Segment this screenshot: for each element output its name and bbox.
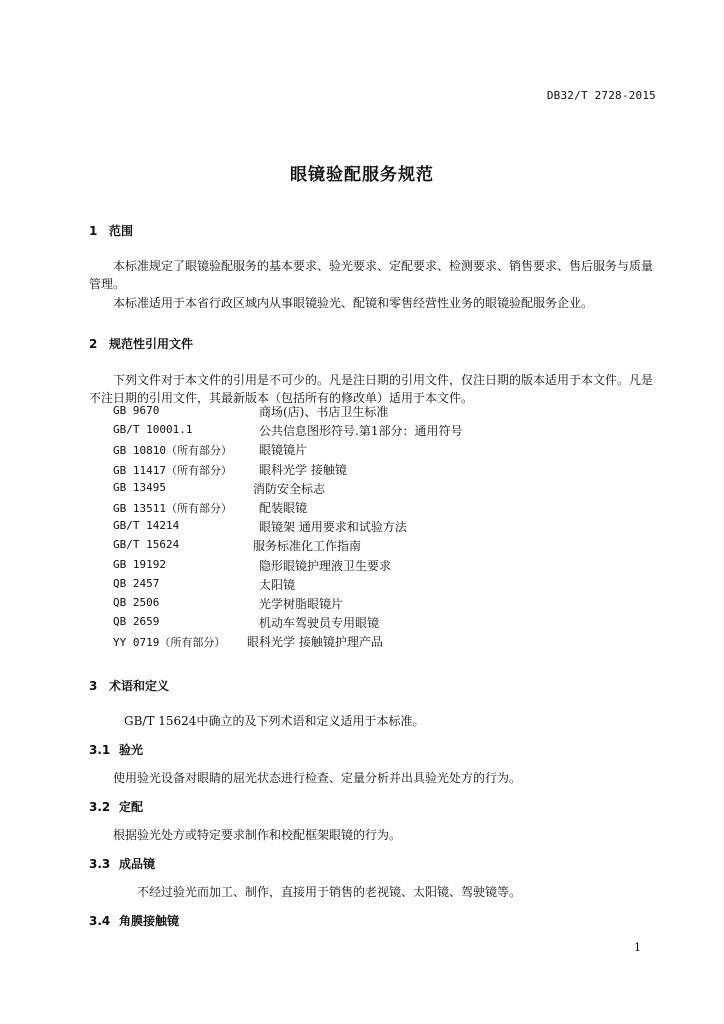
term-title: 角膜接触镜 [119, 914, 180, 928]
term-number: 3.4 [89, 914, 111, 928]
reference-title: 机动车驾驶员专用眼镜 [259, 616, 380, 631]
section-number: 2 [89, 337, 98, 351]
reference-code: GB 19192 [113, 557, 166, 571]
section-number: 3 [89, 679, 98, 693]
reference-title: 服务标准化工作指南 [253, 539, 362, 554]
term-3-4-heading [89, 912, 179, 929]
reference-code: GB/T 10001.1 [113, 423, 193, 437]
reference-code: GB 13495 [113, 480, 166, 494]
term-title: 定配 [119, 800, 144, 814]
reference-code: GB 13511（所有部分） [113, 501, 232, 515]
reference-title: 眼科光学 接触镜护理产品 [247, 635, 383, 650]
reference-title: 配装眼镜 [259, 500, 308, 515]
reference-title: 公共信息图形符号.第1部分：通用符号 [259, 424, 463, 439]
section-2-heading [89, 335, 193, 352]
term-3-1-heading [89, 741, 143, 758]
section-title: 术语和定义 [109, 679, 170, 693]
reference-title: 光学树脂眼镜片 [259, 596, 344, 611]
term-number: 3.2 [89, 800, 111, 814]
section-title: 范围 [109, 224, 134, 238]
term-3-2-definition: 根据验光处方或特定要求制作和校配框架眼镜的行为。 [113, 828, 402, 842]
reference-title: 太阳镜 [259, 577, 296, 592]
section-3-heading [89, 677, 169, 694]
reference-code: YY 0719（所有部分） [113, 636, 226, 650]
reference-title: 隐形眼镜护理液卫生要求 [259, 558, 392, 573]
section-title: 规范性引用文件 [109, 337, 194, 351]
section-number: 1 [89, 224, 98, 238]
reference-code: QB 2659 [113, 615, 160, 629]
reference-title: 眼科光学 接触镜 [259, 462, 347, 477]
term-title: 验光 [119, 743, 144, 757]
scope-paragraph-2: 本标准适用于本省行政区域内从事眼镜验光、配镜和零售经营性业务的眼镜验配服务企业。 [113, 296, 594, 310]
reference-title: 眼镜镜片 [259, 443, 308, 458]
section-1-heading [89, 222, 133, 239]
term-3-2-heading [89, 798, 143, 815]
page-number: 1 [634, 941, 641, 954]
reference-code: GB 10810（所有部分） [113, 444, 232, 458]
document-title: 眼镜验配服务规范 [290, 165, 434, 185]
reference-code: QB 2457 [113, 576, 160, 590]
term-3-3-definition: 不经过验光而加工、制作，直接用于销售的老视镜、太阳镜、驾驶镜等。 [137, 885, 522, 899]
reference-code: GB/T 14214 [113, 519, 180, 533]
standard-code: DB32/T 2728-2015 [546, 89, 656, 102]
term-3-3-heading [89, 855, 155, 872]
scope-paragraph-1: 本标准规定了眼镜验配服务的基本要求、验光要求、定配要求、检测要求、销售要求、售后服务与质量管理。 [89, 259, 654, 291]
reference-code: QB 2506 [113, 595, 160, 609]
reference-title: 商场(店)、书店卫生标准 [259, 405, 389, 419]
reference-code: GB/T 15624 [113, 538, 180, 552]
term-number: 3.3 [89, 857, 111, 871]
reference-code: GB 11417（所有部分） [113, 463, 232, 477]
term-title: 成品镜 [119, 857, 156, 871]
terms-intro: GB/T 15624中确立的及下列术语和定义适用于本标准。 [124, 714, 425, 728]
reference-title: 眼镜架 通用要求和试验方法 [259, 520, 407, 535]
references-intro: 下列文件对于本文件的引用是不可少的。凡是注日期的引用文件，仅注日期的版本适用于本文件。凡是不注日期的引用文件，其最新版本（包括所有的修改单）适用于本文件。 [89, 373, 654, 405]
term-number: 3.1 [89, 743, 111, 757]
term-3-1-definition: 使用验光设备对眼睛的屈光状态进行检查、定量分析并出具验光处方的行为。 [113, 771, 522, 785]
reference-code: GB 9670 [113, 404, 160, 417]
reference-title: 消防安全标志 [253, 481, 326, 496]
